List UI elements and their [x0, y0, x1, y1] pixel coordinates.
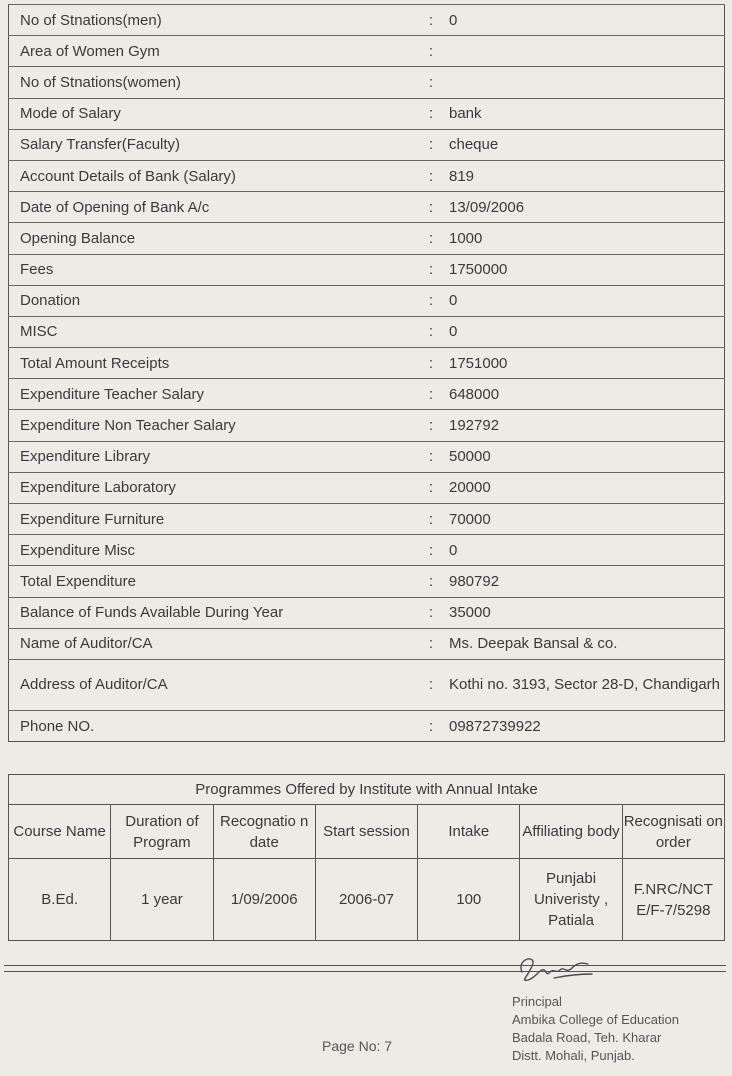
cell-duration: 1 year	[111, 859, 213, 941]
colon-separator: :	[420, 379, 442, 410]
table-row	[9, 659, 725, 710]
detail-label: MISC	[9, 316, 421, 347]
detail-value: 0	[442, 285, 725, 316]
colon-separator: :	[420, 710, 442, 741]
detail-value: 1750000	[442, 254, 725, 285]
table-row	[9, 223, 725, 254]
cell-course-name: B.Ed.	[9, 859, 111, 941]
detail-label: Area of Women Gym	[9, 36, 421, 67]
colon-separator: :	[420, 98, 442, 129]
colon-separator: :	[420, 410, 442, 441]
colon-separator: :	[420, 504, 442, 535]
table-row	[9, 348, 725, 379]
table-row	[9, 597, 725, 628]
header-start-session: Start session	[315, 805, 417, 859]
colon-separator: :	[420, 160, 442, 191]
detail-label: Mode of Salary	[9, 98, 421, 129]
table-row	[9, 472, 725, 503]
colon-separator: :	[420, 67, 442, 98]
detail-label: Balance of Funds Available During Year	[9, 597, 421, 628]
table-row	[9, 316, 725, 347]
page-number: Page No: 7	[322, 1038, 393, 1054]
detail-label: Total Expenditure	[9, 566, 421, 597]
detail-label: Expenditure Library	[9, 441, 421, 472]
cell-recognition-date: 1/09/2006	[213, 859, 315, 941]
table-row	[9, 36, 725, 67]
colon-separator: :	[420, 441, 442, 472]
detail-label: Date of Opening of Bank A/c	[9, 192, 421, 223]
detail-value: 13/09/2006	[442, 192, 725, 223]
header-duration: Duration of Program	[111, 805, 213, 859]
college-name: Ambika College of Education	[512, 1012, 679, 1027]
header-course-name: Course Name	[9, 805, 111, 859]
detail-value: 980792	[442, 566, 725, 597]
detail-value	[442, 36, 725, 67]
cell-recognition-order: F.NRC/NCT E/F-7/5298	[622, 859, 724, 941]
table-row	[9, 628, 725, 659]
table-row	[9, 285, 725, 316]
colon-separator: :	[420, 285, 442, 316]
header-recognition-order: Recognisati on order	[622, 805, 724, 859]
detail-value: 1751000	[442, 348, 725, 379]
principal-title: Principal	[512, 994, 562, 1009]
detail-value: Ms. Deepak Bansal & co.	[442, 628, 725, 659]
double-rule-divider	[4, 965, 726, 972]
table-row	[9, 5, 725, 36]
signature-icon	[514, 952, 594, 986]
header-recognition-date: Recognatio n date	[213, 805, 315, 859]
table-row	[9, 566, 725, 597]
detail-label: Name of Auditor/CA	[9, 628, 421, 659]
detail-label: Salary Transfer(Faculty)	[9, 129, 421, 160]
detail-value: Kothi no. 3193, Sector 28-D, Chandigarh	[442, 659, 725, 710]
colon-separator: :	[420, 129, 442, 160]
colon-separator: :	[420, 192, 442, 223]
detail-label: Donation	[9, 285, 421, 316]
detail-label: Address of Auditor/CA	[9, 659, 421, 710]
colon-separator: :	[420, 223, 442, 254]
cell-start-session: 2006-07	[315, 859, 417, 941]
colon-separator: :	[420, 628, 442, 659]
table-row	[9, 98, 725, 129]
table-row	[9, 859, 725, 941]
detail-label: Expenditure Laboratory	[9, 472, 421, 503]
cell-affiliating-body: Punjabi Univeristy , Patiala	[520, 859, 622, 941]
colon-separator: :	[420, 254, 442, 285]
header-affiliating-body: Affiliating body	[520, 805, 622, 859]
table-row	[9, 710, 725, 741]
detail-label: No of Stnations(men)	[9, 5, 421, 36]
colon-separator: :	[420, 566, 442, 597]
colon-separator: :	[420, 597, 442, 628]
colon-separator: :	[420, 535, 442, 566]
programmes-table	[8, 774, 725, 941]
detail-label: Total Amount Receipts	[9, 348, 421, 379]
cell-intake: 100	[418, 859, 520, 941]
detail-value: 0	[442, 316, 725, 347]
detail-value: bank	[442, 98, 725, 129]
detail-value: 50000	[442, 441, 725, 472]
detail-label: Account Details of Bank (Salary)	[9, 160, 421, 191]
table-row	[9, 129, 725, 160]
table-row	[9, 379, 725, 410]
colon-separator: :	[420, 36, 442, 67]
colon-separator: :	[420, 316, 442, 347]
detail-value: 819	[442, 160, 725, 191]
detail-value: 1000	[442, 223, 725, 254]
detail-label: Expenditure Teacher Salary	[9, 379, 421, 410]
college-district: Distt. Mohali, Punjab.	[512, 1048, 635, 1063]
colon-separator: :	[420, 659, 442, 710]
detail-value: 192792	[442, 410, 725, 441]
colon-separator: :	[420, 472, 442, 503]
table-row	[9, 67, 725, 98]
financial-details-table	[8, 4, 725, 742]
detail-label: Expenditure Furniture	[9, 504, 421, 535]
detail-value: cheque	[442, 129, 725, 160]
detail-label: Expenditure Non Teacher Salary	[9, 410, 421, 441]
programmes-header-row	[9, 805, 725, 859]
college-address: Badala Road, Teh. Kharar	[512, 1030, 662, 1045]
detail-label: Expenditure Misc	[9, 535, 421, 566]
detail-value: 0	[442, 535, 725, 566]
detail-label: Opening Balance	[9, 223, 421, 254]
detail-value: 648000	[442, 379, 725, 410]
table-row	[9, 504, 725, 535]
principal-signature-block	[512, 993, 679, 1065]
header-intake: Intake	[418, 805, 520, 859]
table-row	[9, 535, 725, 566]
detail-value: 70000	[442, 504, 725, 535]
detail-label: Phone NO.	[9, 710, 421, 741]
detail-value: 0	[442, 5, 725, 36]
table-row	[9, 254, 725, 285]
programmes-title: Programmes Offered by Institute with Annual Intake	[9, 775, 725, 805]
detail-label: Fees	[9, 254, 421, 285]
detail-value: 20000	[442, 472, 725, 503]
table-row	[9, 410, 725, 441]
detail-value: 35000	[442, 597, 725, 628]
table-row	[9, 160, 725, 191]
detail-value	[442, 67, 725, 98]
table-row	[9, 192, 725, 223]
detail-value: 09872739922	[442, 710, 725, 741]
colon-separator: :	[420, 348, 442, 379]
detail-label: No of Stnations(women)	[9, 67, 421, 98]
table-row	[9, 441, 725, 472]
colon-separator: :	[420, 5, 442, 36]
